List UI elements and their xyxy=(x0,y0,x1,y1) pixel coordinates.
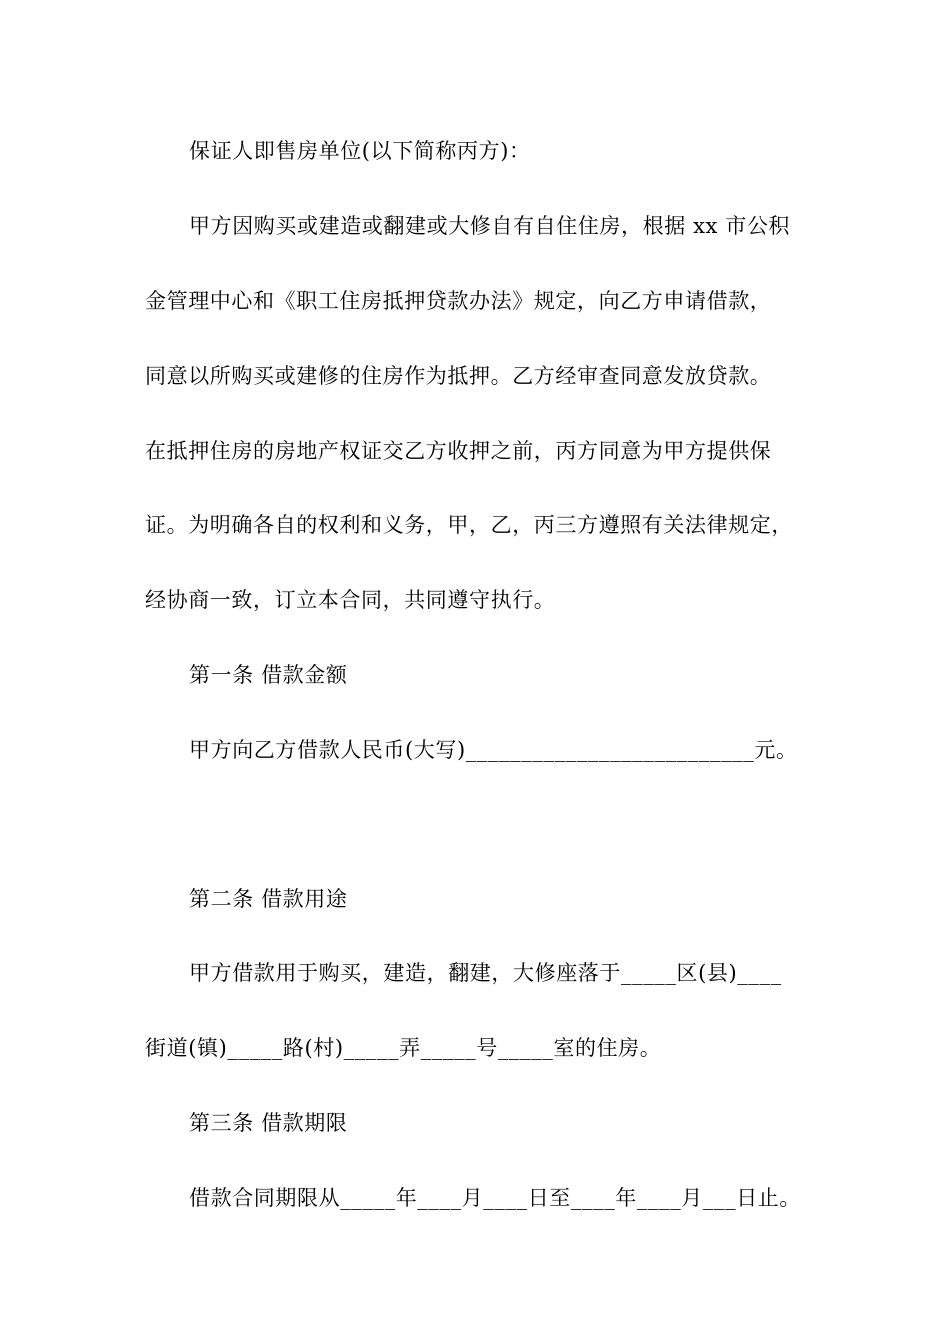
preamble-line-1: 甲方因购买或建造或翻建或大修自有自住住房，根据 xx 市公积 xyxy=(189,214,791,238)
preamble-line-3: 同意以所购买或建修的住房作为抵押。乙方经审查同意发放贷款。 xyxy=(145,364,772,388)
article-2-line-1: 甲方借款用于购买，建造，翻建，大修座落于_____区(县)____ xyxy=(189,961,782,985)
preamble-line-4: 在抵押住房的房地产权证交乙方收押之前，丙方同意为甲方提供保 xyxy=(145,439,772,463)
article-3-period-line: 借款合同期限从_____年____月____日至____年____月___日止。 xyxy=(189,1186,801,1210)
guarantor-intro-line: 保证人即售房单位(以下简称丙方)： xyxy=(189,139,531,163)
article-1-amount-line: 甲方向乙方借款人民币(大写)__________________________元。 xyxy=(189,738,798,762)
preamble-line-5: 证。为明确各自的权利和义务，甲，乙，丙三方遵照有关法律规定， xyxy=(145,513,793,537)
article-2-line-2: 街道(镇)_____路(村)_____弄_____号_____室的住房。 xyxy=(145,1036,662,1060)
article-1-heading: 第一条 借款金额 xyxy=(189,663,348,687)
preamble-line-6: 经协商一致，订立本合同，共同遵守执行。 xyxy=(145,588,556,612)
article-3-heading: 第三条 借款期限 xyxy=(189,1111,348,1135)
article-2-heading: 第二条 借款用途 xyxy=(189,887,348,911)
preamble-line-2: 金管理中心和《职工住房抵押贷款办法》规定，向乙方申请借款， xyxy=(145,289,772,313)
